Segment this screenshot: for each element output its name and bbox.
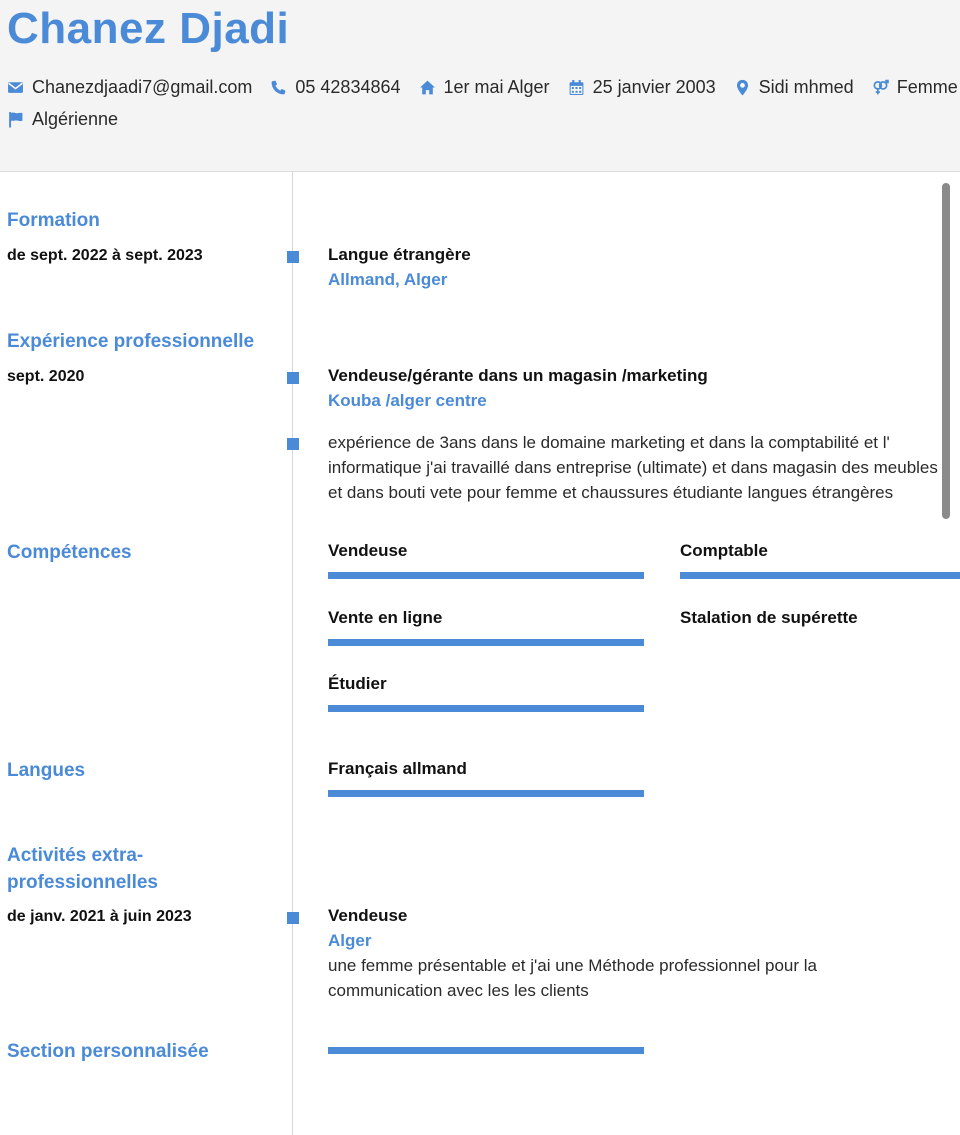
- experience-date: sept. 2020: [7, 368, 85, 385]
- candidate-name: Chanez Djadi: [7, 4, 290, 53]
- skill-level-bar: [328, 705, 644, 712]
- custom-section-bar: [328, 1047, 644, 1054]
- activites-place: Alger: [328, 931, 372, 950]
- activites-title: Vendeuse: [328, 906, 408, 925]
- timeline-marker: [287, 912, 299, 924]
- section-title-langues: Langues: [7, 760, 86, 781]
- resume-header: [0, 0, 960, 172]
- skill-label: Étudier: [328, 674, 387, 693]
- activites-date: de janv. 2021 à juin 2023: [7, 908, 192, 925]
- skill-level-bar: [680, 572, 960, 579]
- map-pin-icon: [734, 79, 751, 96]
- calendar-icon: [568, 79, 585, 96]
- skill-level-bar: [328, 572, 644, 579]
- formation-place: Allmand, Alger: [328, 270, 448, 289]
- language-level-bar: [328, 790, 644, 797]
- contact-phone[interactable]: 05 42834864: [270, 77, 400, 98]
- home-icon: [419, 79, 436, 96]
- envelope-icon: [7, 79, 24, 96]
- section-title-formation: Formation: [7, 210, 100, 231]
- contact-row-1: [7, 74, 960, 100]
- activites-description: une femme présentable et j'ai une Méthode professionnel pour la communication avec les les clients: [328, 956, 817, 1000]
- section-title-activites: Activités extra- professionnelles: [7, 845, 158, 893]
- gender-icon: [872, 79, 889, 96]
- section-title-personnalisee: Section personnalisée: [7, 1041, 209, 1062]
- experience-description: expérience de 3ans dans le domaine marketing et dans la comptabilité et l' informatique j'ai travaillé dans entreprise (ultimate) et dans magasin des meubles et dans bouti vete pour femme et chaussures étudiante langues étrangères: [328, 433, 938, 502]
- contact-info: [7, 74, 960, 132]
- contact-location: Sidi mhmed: [734, 77, 854, 98]
- skill-label: Comptable: [680, 541, 768, 560]
- contact-birthdate: 25 janvier 2003: [568, 77, 716, 98]
- skill-label: Vente en ligne: [328, 608, 443, 627]
- language-label: Français allmand: [328, 759, 467, 778]
- contact-gender: Femme: [872, 77, 958, 98]
- contact-email[interactable]: Chanezdjaadi7@gmail.com: [7, 77, 252, 98]
- timeline-marker: [287, 251, 299, 263]
- contact-row-2: [7, 106, 960, 132]
- section-title-experience: Expérience professionnelle: [7, 331, 255, 352]
- experience-title: Vendeuse/gérante dans un magasin /marketing: [328, 366, 708, 385]
- skill-level-bar: [328, 639, 644, 646]
- formation-date: de sept. 2022 à sept. 2023: [7, 247, 203, 264]
- section-title-competences: Compétences: [7, 542, 132, 563]
- timeline-marker: [287, 438, 299, 450]
- timeline-divider: [292, 172, 293, 1135]
- experience-place: Kouba /alger centre: [328, 391, 487, 410]
- skill-label: Vendeuse: [328, 541, 408, 560]
- contact-address: 1er mai Alger: [419, 77, 550, 98]
- phone-icon: [270, 79, 287, 96]
- skill-label: Stalation de supérette: [680, 608, 858, 627]
- formation-title: Langue étrangère: [328, 245, 471, 264]
- timeline-marker: [287, 372, 299, 384]
- flag-icon: [7, 111, 24, 128]
- contact-nationality: Algérienne: [7, 109, 118, 130]
